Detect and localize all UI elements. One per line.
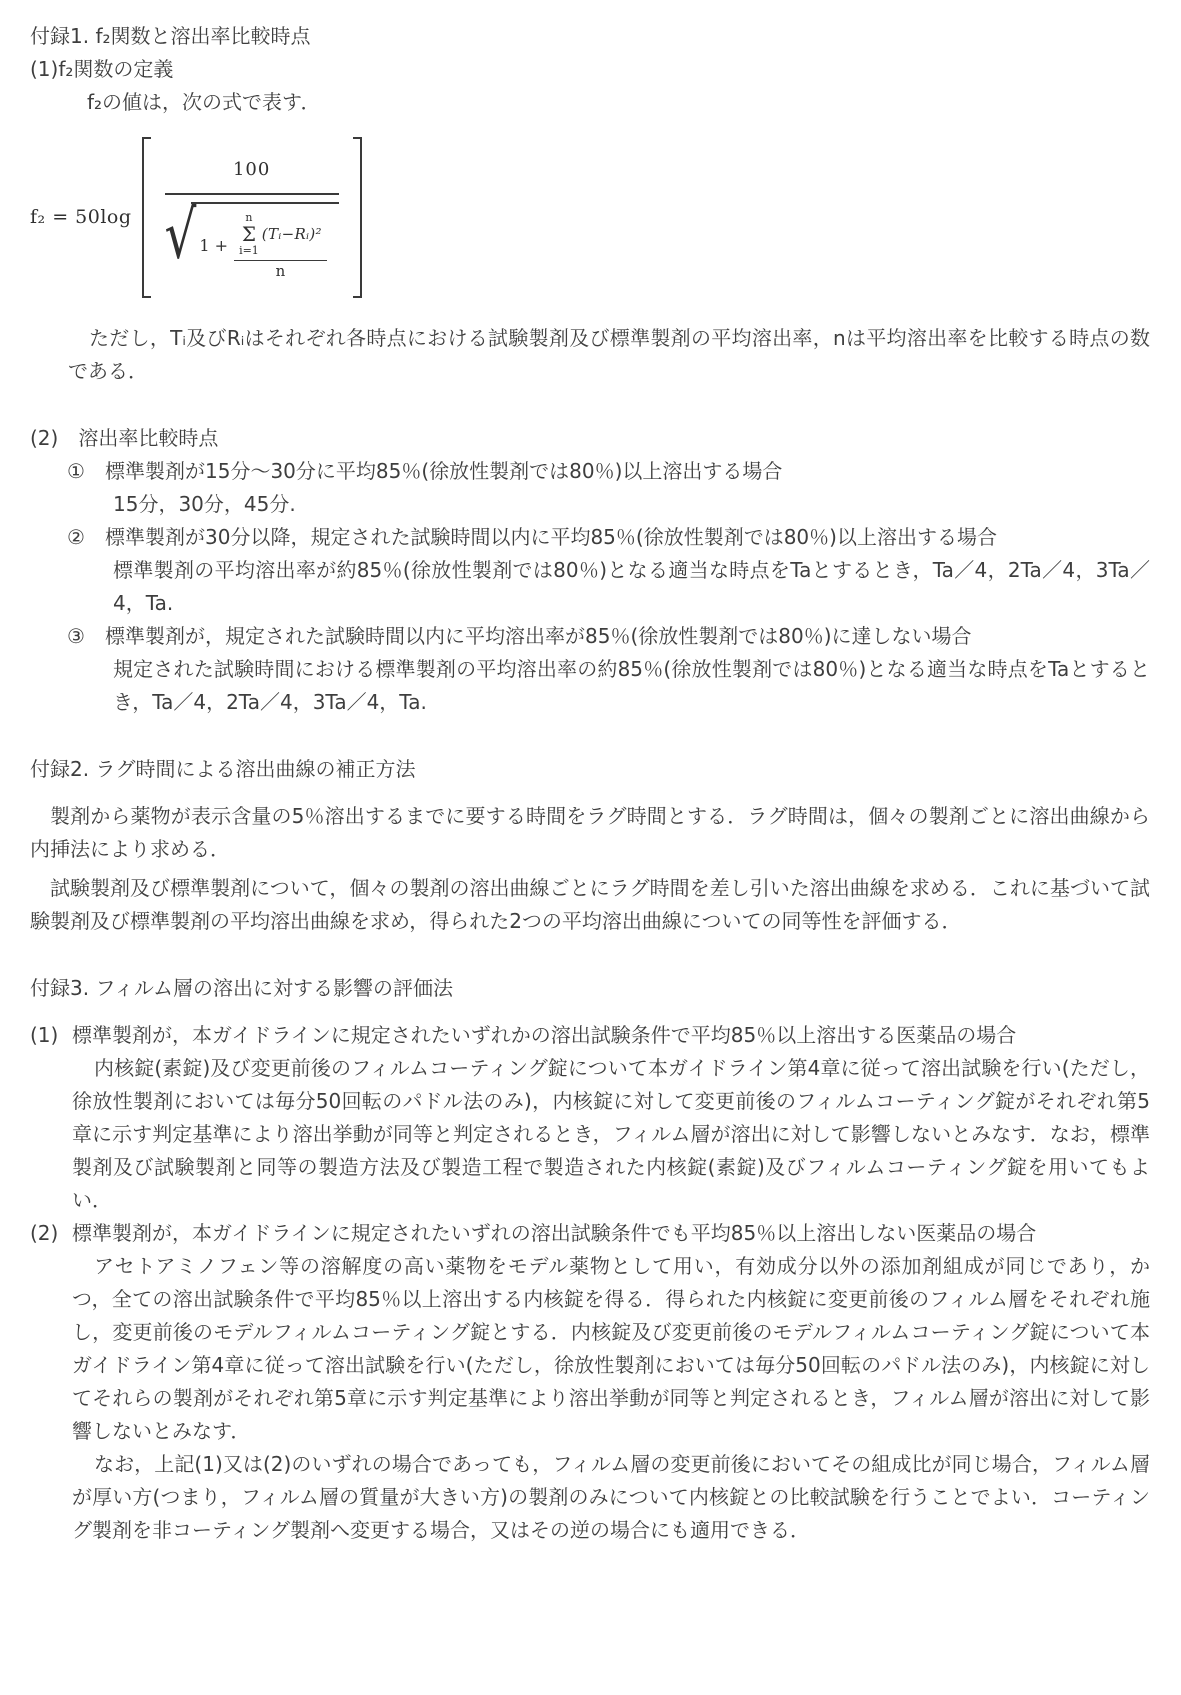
list-item-detail: 標準製剤の平均溶出率が約85％(徐放性製剤では80％)となる適当な時点をTaとするとき，Ta／4，2Ta／4，3Ta／4，Ta. xyxy=(113,557,1150,615)
fraction-denominator xyxy=(164,196,339,282)
list-item-content xyxy=(105,521,1150,620)
list-item-text: 標準製剤が30分以降，規定された試験時間以内に平均85％(徐放性製剤では80％)以上溶出する場合 xyxy=(105,524,997,549)
item-2-marker: (2) xyxy=(30,1220,59,1245)
list-item-text: 標準製剤が15分～30分に平均85％(徐放性製剤では80％)以上溶出する場合 xyxy=(105,458,783,483)
sqrt-radical-icon: √ xyxy=(164,196,197,274)
list-item-detail: 規定された試験時間における標準製剤の平均溶出率の約85％(徐放性製剤では80％)となる適当な時点をTaとするとき，Ta／4，2Ta／4，3Ta／4，Ta. xyxy=(113,656,1150,714)
appendix1-def-intro: f₂の値は，次の式で表す． xyxy=(87,90,321,114)
list-item-text: 標準製剤が，規定された試験時間以内に平均溶出率が85％(徐放性製剤では80％)に達しない場合 xyxy=(105,623,972,648)
circled-number-2: ② xyxy=(67,524,85,549)
formula-fraction xyxy=(151,137,353,298)
summation-upper-limit: n xyxy=(245,211,253,224)
item-1-marker: (1) xyxy=(30,1022,59,1047)
appendix1-sec2-heading: (2) 溶出率比較時点 xyxy=(30,425,219,450)
appendix2-title: 付録2. ラグ時間による溶出曲線の補正方法 xyxy=(30,756,416,781)
list-item xyxy=(67,620,1150,719)
left-bracket xyxy=(142,137,151,298)
appendix3-item-2 xyxy=(30,1217,1150,1547)
f2-formula xyxy=(30,137,1150,298)
appendix3-item-1 xyxy=(30,1019,1150,1217)
list-item xyxy=(67,455,1150,521)
inner-fraction-denominator: n xyxy=(275,262,286,281)
appendix3-title: 付録3. フィルム層の溶出に対する影響の評価法 xyxy=(30,975,454,1000)
appendix1-def-heading: (1)f₂関数の定義 xyxy=(30,57,174,81)
right-bracket xyxy=(353,137,362,298)
list-item xyxy=(67,521,1150,620)
sqrt-one-plus: 1 + xyxy=(199,236,229,256)
fraction-numerator: 100 xyxy=(165,153,339,195)
appendix2-para2: 試験製剤及び標準製剤について，個々の製剤の溶出曲線ごとにラグ時間を差し引いた溶出曲線を求める．これに基づいて試験製剤及び標準製剤の平均溶出曲線を求め，得られた2つの平均溶出曲線についての同等性を評価する． xyxy=(30,875,1150,933)
inner-fraction xyxy=(234,212,327,280)
inner-fraction-numerator xyxy=(234,212,327,261)
comparison-timepoint-list xyxy=(67,455,1150,719)
item-1-body: 内核錠(素錠)及び変更前後のフィルムコーティング錠について本ガイドライン第4章に従って溶出試験を行い(ただし，徐放性製剤においては毎分50回転のパドル法のみ)，内核錠に対して変更前後のフィルムコーティング錠がそれぞれ第5章に示す判定基準により溶出挙動が同等と判定されるとき，フィルム層が溶出に対して影響しないとみなす．なお，標準製剤及び試験製剤と同等の製造方法及び製造工程で製造された内核錠(素錠)及びフィルムコーティング錠を用いてもよい． xyxy=(72,1055,1150,1212)
list-item-content xyxy=(105,620,1150,719)
formula-lhs: f₂ = 50log xyxy=(30,205,132,228)
summation-stack xyxy=(239,212,259,257)
summation-lower-limit: i=1 xyxy=(239,244,259,258)
sqrt-body xyxy=(191,202,338,282)
item-2-content xyxy=(72,1217,1150,1547)
appendix2-para1: 製剤から薬物が表示含量の5％溶出するまでに要する時間をラグ時間とする．ラグ時間は，個々の製剤ごとに溶出曲線から内挿法により求める． xyxy=(30,803,1150,861)
item-1-content xyxy=(72,1019,1150,1217)
appendix1-note: ただし，Tᵢ及びRᵢはそれぞれ各時点における試験製剤及び標準製剤の平均溶出率，nは平均溶出率を比較する時点の数である． xyxy=(68,325,1150,383)
circled-number-1: ① xyxy=(67,458,85,483)
list-item-detail: 15分，30分，45分. xyxy=(113,491,296,516)
appendix1-title: 付録1. f₂関数と溶出率比較時点 xyxy=(30,24,311,48)
summation-expression: (Tᵢ−Rᵢ)² xyxy=(261,225,322,244)
item-2-heading: 標準製剤が，本ガイドラインに規定されたいずれの溶出試験条件でも平均85％以上溶出しない医薬品の場合 xyxy=(72,1220,1037,1245)
appendix3-note: なお，上記(1)又は(2)のいずれの場合であっても，フィルム層の変更前後においてその組成比が同じ場合，フィルム層が厚い方(つまり，フィルム層の質量が大きい方)の製剤のみについて内核錠との比較試験を行うことでよい．コーティング製剤を非コーティング製剤へ変更する場合，又はその逆の場合にも適用できる． xyxy=(72,1451,1150,1542)
item-1-heading: 標準製剤が，本ガイドラインに規定されたいずれかの溶出試験条件で平均85％以上溶出する医薬品の場合 xyxy=(72,1022,1017,1047)
list-item-content xyxy=(105,455,1150,521)
circled-number-3: ③ xyxy=(67,623,85,648)
item-2-body: アセトアミノフェン等の溶解度の高い薬物をモデル薬物として用い，有効成分以外の添加剤組成が同じであり，かつ，全ての溶出試験条件で平均85％以上溶出する内核錠を得る．得られた内核錠に変更前後のフィルム層をそれぞれ施し，変更前後のモデルフィルムコーティング錠とする．内核錠及び変更前後のモデルフィルムコーティング錠について本ガイドライン第4章に従って溶出試験を行い(ただし，徐放性製剤においては毎分50回転のパドル法のみ)，内核錠に対してそれらの製剤がそれぞれ第5章に示す判定基準により溶出挙動が同等と判定されるとき，フィルム層が溶出に対して影響しないとみなす． xyxy=(72,1253,1150,1443)
sigma-icon: Σ xyxy=(241,222,256,247)
